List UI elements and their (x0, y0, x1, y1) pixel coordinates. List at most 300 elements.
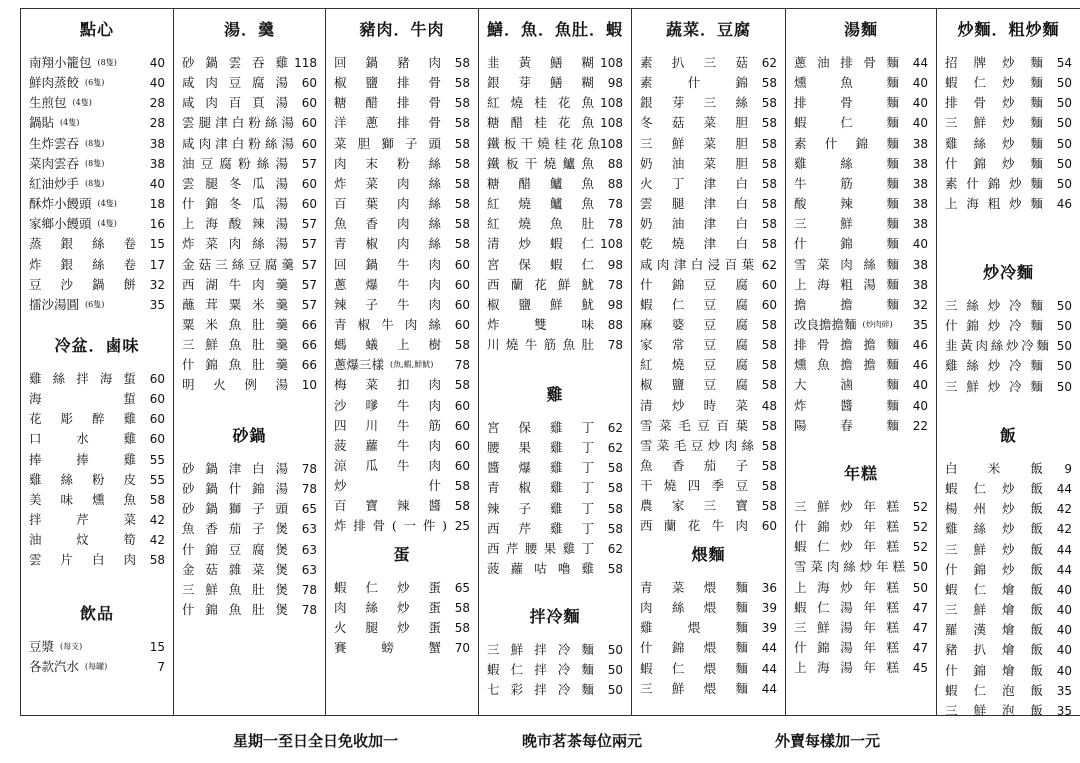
menu-item-name: 三鮮菜胆 (640, 135, 748, 151)
footer-note-service-charge: 星期一至日全日免收加一 (233, 732, 399, 750)
menu-item (487, 519, 623, 539)
menu-item (29, 389, 165, 409)
menu-item (640, 234, 777, 254)
menu-item-name: 三鮮魚肚煲 (182, 581, 288, 597)
menu-item-price: 58 (454, 76, 470, 91)
menu-item-price: 58 (761, 176, 777, 191)
menu-item-name: 紅油炒手 (29, 175, 80, 191)
menu-item-name: 麻婆豆腐 (640, 316, 748, 332)
menu-item (794, 638, 928, 658)
menu-item-name: 拌芹菜 (29, 512, 136, 528)
menu-item (334, 335, 470, 355)
menu-item-price: 7 (157, 660, 165, 675)
menu-item-name: 奶油津白 (640, 216, 748, 232)
menu-item-price: 60 (454, 317, 470, 332)
menu-item (945, 560, 1072, 580)
menu-item-name: 三鮮煨麵 (640, 680, 748, 696)
menu-item (640, 516, 777, 536)
menu-item-price: 58 (761, 358, 777, 373)
menu-item (29, 154, 165, 174)
menu-item-name: 三鮮炒冷麵 (945, 378, 1043, 394)
menu-item (182, 600, 317, 620)
menu-column-1 (21, 9, 174, 715)
menu-item-price: 58 (607, 501, 623, 516)
menu-item-price: 40 (912, 96, 928, 111)
menu-item-name: 干燒四季豆 (640, 478, 748, 494)
menu-item-note: (8隻) (85, 158, 105, 168)
section-title: 蔬菜．豆腐 (665, 20, 751, 39)
menu-item-name: 西蘭花牛肉 (640, 518, 748, 534)
menu-item-name: 什錦燴飯 (945, 662, 1043, 678)
menu-item-price: 46 (912, 338, 928, 353)
menu-item (182, 113, 317, 133)
menu-item-name: 洋蔥排骨 (334, 115, 441, 131)
menu-item (334, 214, 470, 234)
menu-item-price: 38 (912, 197, 928, 212)
menu-item-price: 50 (1056, 319, 1072, 334)
menu-item (334, 93, 470, 113)
menu-item-name: 回鍋牛肉 (334, 256, 441, 272)
menu-item (794, 53, 928, 73)
menu-item-name: 清炒蝦仁 (487, 236, 594, 252)
menu-item (794, 214, 928, 234)
menu-item (487, 559, 623, 579)
menu-item-name: 四川牛筋 (334, 417, 441, 433)
menu-item (945, 194, 1072, 214)
menu-item (182, 580, 317, 600)
menu-item (487, 113, 623, 133)
menu-item-price: 58 (761, 96, 777, 111)
menu-item (29, 369, 165, 389)
menu-item-note: (4隻) (60, 118, 80, 128)
menu-item (640, 113, 777, 133)
menu-item-name: 牛筋麵 (794, 175, 899, 191)
menu-item (182, 375, 317, 395)
menu-item-price: 58 (454, 176, 470, 191)
menu-item-name: 油炆筍 (29, 532, 136, 548)
menu-item-price: 66 (301, 317, 317, 332)
menu-item (29, 53, 165, 73)
menu-item (794, 93, 928, 113)
menu-item (29, 657, 165, 677)
menu-item-price: 57 (301, 217, 317, 232)
menu-item-price: 60 (454, 418, 470, 433)
menu-item-price: 63 (301, 542, 317, 557)
menu-item-name: 南翔小籠包 (29, 55, 92, 70)
menu-item-name: 上海酸辣湯 (182, 216, 288, 232)
menu-item (640, 174, 777, 194)
menu-item (29, 470, 165, 490)
menu-item-price: 58 (761, 136, 777, 151)
section-title: 飯 (999, 426, 1017, 445)
section-title: 湯．羹 (223, 20, 275, 39)
menu-item-price: 44 (1056, 562, 1072, 577)
menu-item-price: 38 (912, 156, 928, 171)
menu-item-price: 58 (454, 156, 470, 171)
menu-item-name: 什錦湯年糕 (794, 640, 899, 656)
menu-item-price: 40 (1056, 582, 1072, 597)
menu-item-name: 家常豆腐 (640, 337, 748, 353)
menu-item-name: 菜肉雲吞 (29, 155, 80, 171)
menu-item (487, 295, 623, 315)
menu-item (182, 194, 317, 214)
menu-item-name: 乾燒津白 (640, 236, 748, 252)
menu-item-price: 58 (607, 562, 623, 577)
menu-item-price: 78 (301, 482, 317, 497)
menu-item (487, 154, 623, 174)
menu-item-name: 排骨炒麵 (945, 95, 1043, 111)
menu-item (29, 255, 165, 275)
menu-item-price: 35 (1056, 703, 1072, 718)
menu-item-name: 椒鹽豆腐 (640, 377, 748, 393)
menu-item-name: 鮮肉蒸餃 (29, 75, 80, 91)
menu-item-price: 58 (149, 492, 165, 507)
menu-item-price: 58 (761, 237, 777, 252)
menu-item (640, 396, 777, 416)
menu-item-price: 42 (1056, 522, 1072, 537)
menu-item-name: 什錦豆腐 (640, 276, 748, 292)
menu-item-name: 砂鍋獅子頭 (182, 501, 288, 517)
menu-item-price: 88 (607, 317, 623, 332)
menu-item-price: 47 (912, 620, 928, 635)
menu-item (334, 436, 470, 456)
menu-item-name: 蝦仁燴飯 (945, 581, 1043, 597)
menu-item (487, 53, 623, 73)
menu-item-name: 什錦炒年糕 (794, 519, 899, 535)
menu-item-name: 三鮮拌冷麵 (487, 642, 594, 657)
menu-item-name: 排骨擔擔麵 (794, 337, 899, 353)
menu-item-name: 百葉肉絲 (334, 196, 441, 212)
menu-item (487, 640, 623, 660)
menu-item-name: 上海湯年糕 (794, 660, 899, 676)
menu-item-name: 蘸茸粟米羹 (182, 296, 288, 312)
menu-item-name: 素什錦炒麵 (945, 175, 1043, 191)
menu-item (334, 134, 470, 154)
menu-item-price: 54 (1056, 56, 1072, 70)
menu-item-name: 肉末粉絲 (334, 155, 441, 171)
menu-item-name: 腰果雞丁 (487, 440, 594, 456)
menu-item-price: 40 (912, 116, 928, 131)
menu-item (794, 275, 928, 295)
menu-item-name: 咸肉津白粉絲湯 (182, 135, 294, 151)
menu-item-price: 50 (912, 580, 928, 595)
menu-item-price: 35 (912, 317, 928, 332)
menu-item-name: 生炸雲吞 (29, 135, 80, 151)
section-title: 點心 (79, 20, 114, 39)
menu-item-price: 62 (607, 421, 623, 435)
section-title: 砂鍋 (232, 426, 267, 445)
menu-item-name: 金菇三絲豆腐羹 (182, 256, 294, 272)
menu-item-name: 雞絲炒冷麵 (945, 358, 1043, 374)
menu-item-name: 明火例湯 (182, 377, 288, 393)
menu-item-name: 三鮮麵 (794, 216, 899, 232)
menu-item-name: 西芹腰果雞丁 (487, 540, 594, 556)
menu-item-name: 蝦仁拌冷麵 (487, 662, 594, 678)
menu-item-name: 辣子雞丁 (487, 500, 594, 516)
menu-item-name: 西芹雞丁 (487, 520, 594, 536)
menu-item-price: 15 (149, 237, 165, 252)
menu-item-price: 65 (301, 502, 317, 517)
menu-item-price: 60 (761, 519, 777, 534)
menu-item (640, 73, 777, 93)
menu-item-name: 粟米魚肚羹 (182, 316, 288, 332)
menu-item-name: 椒鹽鮮魷 (487, 296, 594, 312)
menu-item-name: 什錦炒麵 (945, 155, 1043, 171)
menu-item-name: 花彫醉雞 (29, 411, 136, 427)
menu-item-price: 50 (912, 560, 928, 575)
menu-item-name: 家鄉小饅頭 (29, 216, 92, 232)
menu-item (182, 459, 317, 479)
menu-item (182, 560, 317, 580)
menu-item-price: 108 (600, 56, 623, 70)
menu-item-name: 三鮮燴飯 (945, 602, 1043, 618)
menu-item (945, 459, 1072, 479)
menu-item-price: 38 (912, 257, 928, 272)
menu-item-name: 雞絲拌海蜇 (29, 371, 136, 386)
menu-item (487, 234, 623, 254)
menu-item (794, 578, 928, 598)
menu-item-price: 78 (607, 217, 623, 232)
menu-item-name: 紅燒豆腐 (640, 357, 748, 373)
menu-item (794, 517, 928, 537)
menu-item-price: 38 (149, 136, 165, 151)
menu-item (29, 550, 165, 570)
menu-item-name: 炸菜肉絲 (334, 175, 441, 191)
menu-item-price: 52 (912, 540, 928, 555)
menu-item-name: 炸銀絲卷 (29, 256, 136, 272)
menu-item (945, 336, 1072, 356)
menu-item-price: 58 (761, 459, 777, 473)
menu-item-name: 七彩拌冷麵 (487, 682, 594, 698)
menu-item-price: 70 (454, 641, 470, 656)
menu-item (945, 640, 1072, 660)
menu-item-name: 蝦仁麵 (794, 115, 899, 131)
menu-item-price: 98 (607, 297, 623, 312)
menu-item-price: 58 (761, 438, 777, 453)
menu-item (640, 659, 777, 679)
menu-item (29, 409, 165, 429)
menu-item-name: 賽螃蟹 (334, 640, 441, 656)
menu-item-name: 雞絲炒飯 (945, 521, 1043, 537)
section-title: 湯麵 (843, 20, 878, 39)
menu-item-name: 蔥爆牛肉 (334, 276, 441, 292)
menu-item-price: 47 (912, 641, 928, 656)
menu-item (334, 375, 470, 395)
menu-item (487, 134, 623, 154)
menu-item-price: 50 (607, 643, 623, 657)
menu-item-price: 60 (301, 197, 317, 212)
menu-item-name: 什錦豆腐煲 (182, 541, 288, 557)
menu-item-name: 蝦仁炒年糕 (794, 539, 899, 555)
menu-item-price: 42 (149, 533, 165, 548)
menu-item-price: 42 (1056, 502, 1072, 517)
menu-item-name: 擔擔麵 (794, 296, 899, 312)
menu-item (640, 214, 777, 234)
menu-item-name: 上海粗炒麵 (945, 196, 1043, 212)
menu-item-price: 52 (912, 500, 928, 514)
menu-item-price: 58 (454, 601, 470, 616)
menu-item (794, 255, 928, 275)
menu-item (182, 255, 317, 275)
menu-item-price: 78 (454, 358, 470, 373)
menu-item (945, 479, 1072, 499)
menu-item (334, 496, 470, 516)
menu-item-name: 雪菜毛豆炒肉絲 (640, 437, 754, 453)
menu-item-name: 什錦魚肚煲 (182, 602, 288, 618)
menu-item-name: 涼瓜牛肉 (334, 458, 441, 473)
menu-item-name: 招牌炒麵 (945, 55, 1043, 70)
menu-item (182, 93, 317, 113)
menu-item-price: 98 (607, 257, 623, 272)
menu-item-name: 豬扒燴飯 (945, 642, 1043, 658)
menu-item-name: 雪菜肉絲炒年糕 (794, 559, 905, 575)
menu-item-price: 58 (454, 237, 470, 252)
menu-item-name: 改良擔擔麵 (794, 316, 857, 332)
menu-item (334, 416, 470, 436)
menu-item (640, 679, 777, 699)
menu-item (794, 658, 928, 678)
menu-item-price: 58 (761, 116, 777, 131)
menu-item (334, 275, 470, 295)
menu-item-price: 38 (912, 277, 928, 292)
menu-item (794, 134, 928, 154)
menu-item-name: 什錦炒飯 (945, 561, 1043, 577)
menu-item-name: 炸醬麵 (794, 397, 899, 413)
menu-item-price: 66 (301, 358, 317, 373)
menu-item-name: 火丁津白 (640, 175, 748, 191)
menu-item (487, 680, 623, 700)
menu-item-price: 62 (761, 56, 777, 70)
menu-item-price: 78 (301, 603, 317, 618)
menu-item-price: 57 (301, 156, 317, 171)
menu-item-price: 108 (600, 116, 623, 131)
menu-item-price: 32 (149, 277, 165, 292)
menu-item-name: 蒸銀絲卷 (29, 236, 136, 252)
menu-item-name: 油豆腐粉絲湯 (182, 155, 288, 171)
menu-item-note: (4隻) (97, 219, 117, 229)
menu-item-price: 55 (149, 452, 165, 467)
menu-item-name: 魚香肉絲 (334, 216, 441, 232)
menu-item (945, 154, 1072, 174)
menu-item-note: (8隻) (85, 138, 105, 148)
menu-item-name: 糖醋桂花魚 (487, 115, 594, 131)
menu-item (945, 499, 1072, 519)
menu-item (794, 194, 928, 214)
menu-item (794, 174, 928, 194)
menu-item (640, 598, 777, 618)
menu-item (334, 315, 470, 335)
menu-column-3 (326, 9, 479, 715)
menu-item-name: 韭黃肉絲炒冷麵 (945, 338, 1049, 354)
menu-item-price: 98 (607, 76, 623, 91)
menu-item-price: 60 (454, 297, 470, 312)
menu-item-price: 58 (761, 217, 777, 232)
menu-item-price: 39 (761, 601, 777, 616)
menu-item (29, 174, 165, 194)
section-title: 拌冷麵 (529, 607, 581, 626)
menu-item-price: 58 (761, 338, 777, 353)
menu-item (945, 113, 1072, 133)
menu-item-price: 40 (149, 56, 165, 70)
menu-item-name: 螞蟻上樹 (334, 337, 441, 353)
menu-item-name: 糖醋鱸魚 (487, 175, 594, 191)
menu-item-name: 冬菇菜胆 (640, 115, 748, 131)
menu-item (334, 53, 470, 73)
menu-item-name: 火腿炒蛋 (334, 620, 441, 636)
menu-item-name: 銀芽三絲 (640, 95, 748, 111)
menu-item-note: (8隻) (85, 178, 105, 188)
menu-item-price: 40 (912, 398, 928, 413)
menu-item (487, 93, 623, 113)
menu-item (29, 234, 165, 254)
menu-item-price: 58 (761, 378, 777, 393)
menu-item-name: 捧捧雞 (29, 451, 136, 467)
menu-item (640, 275, 777, 295)
menu-item-price: 15 (149, 640, 165, 654)
menu-item-name: 青椒雞丁 (487, 480, 594, 496)
menu-item-price: 78 (301, 462, 317, 476)
menu-item (334, 174, 470, 194)
menu-item-name: 素什錦 (640, 75, 748, 91)
menu-item (487, 275, 623, 295)
menu-item (334, 234, 470, 254)
menu-item (640, 194, 777, 214)
menu-item-name: 雞絲炒麵 (945, 135, 1043, 151)
menu-item-price: 58 (454, 217, 470, 232)
menu-item-price: 118 (294, 56, 317, 70)
menu-item (334, 618, 470, 638)
menu-item-price: 50 (1056, 76, 1072, 91)
menu-item-name: 魚香茄子 (640, 458, 748, 473)
menu-column-5 (632, 9, 786, 715)
section-title: 冷盆．鹵味 (54, 336, 140, 355)
menu-item-name: 椒鹽排骨 (334, 75, 441, 91)
section-title: 飲品 (79, 604, 114, 623)
menu-item-price: 40 (1056, 663, 1072, 678)
menu-item (182, 335, 317, 355)
menu-item-name: 三鮮湯年糕 (794, 619, 899, 635)
menu-item (182, 214, 317, 234)
menu-item-price: 52 (912, 520, 928, 535)
menu-item (334, 194, 470, 214)
menu-item-name: 砂鍋什錦湯 (182, 481, 288, 497)
menu-item-price: 32 (912, 297, 928, 312)
menu-item (182, 234, 317, 254)
menu-item (334, 456, 470, 476)
menu-item (29, 530, 165, 550)
menu-item-price: 60 (301, 96, 317, 111)
menu-item-price: 38 (912, 176, 928, 191)
menu-item (182, 355, 317, 375)
menu-item-price: 58 (761, 197, 777, 212)
menu-item-price: 40 (149, 176, 165, 191)
menu-item-name: 什錦麵 (794, 236, 899, 252)
menu-item-note: (魚,蝦,鮮魷) (390, 360, 434, 370)
menu-item-price: 60 (301, 176, 317, 191)
menu-item-price: 60 (454, 277, 470, 292)
menu-item-price: 45 (912, 661, 928, 676)
menu-item-name: 回鍋豬肉 (334, 55, 441, 70)
menu-item (794, 295, 928, 315)
menu-item-name: 宮保蝦仁 (487, 256, 594, 272)
menu-item-price: 47 (912, 600, 928, 615)
menu-item-name: 什錦冬瓜湯 (182, 196, 288, 212)
menu-item-name: 雲腿冬瓜湯 (182, 175, 288, 191)
menu-item-price: 58 (761, 499, 777, 514)
menu-item-name: 菠蘿牛肉 (334, 437, 441, 453)
menu-item-price: 60 (149, 392, 165, 407)
menu-item (640, 315, 777, 335)
